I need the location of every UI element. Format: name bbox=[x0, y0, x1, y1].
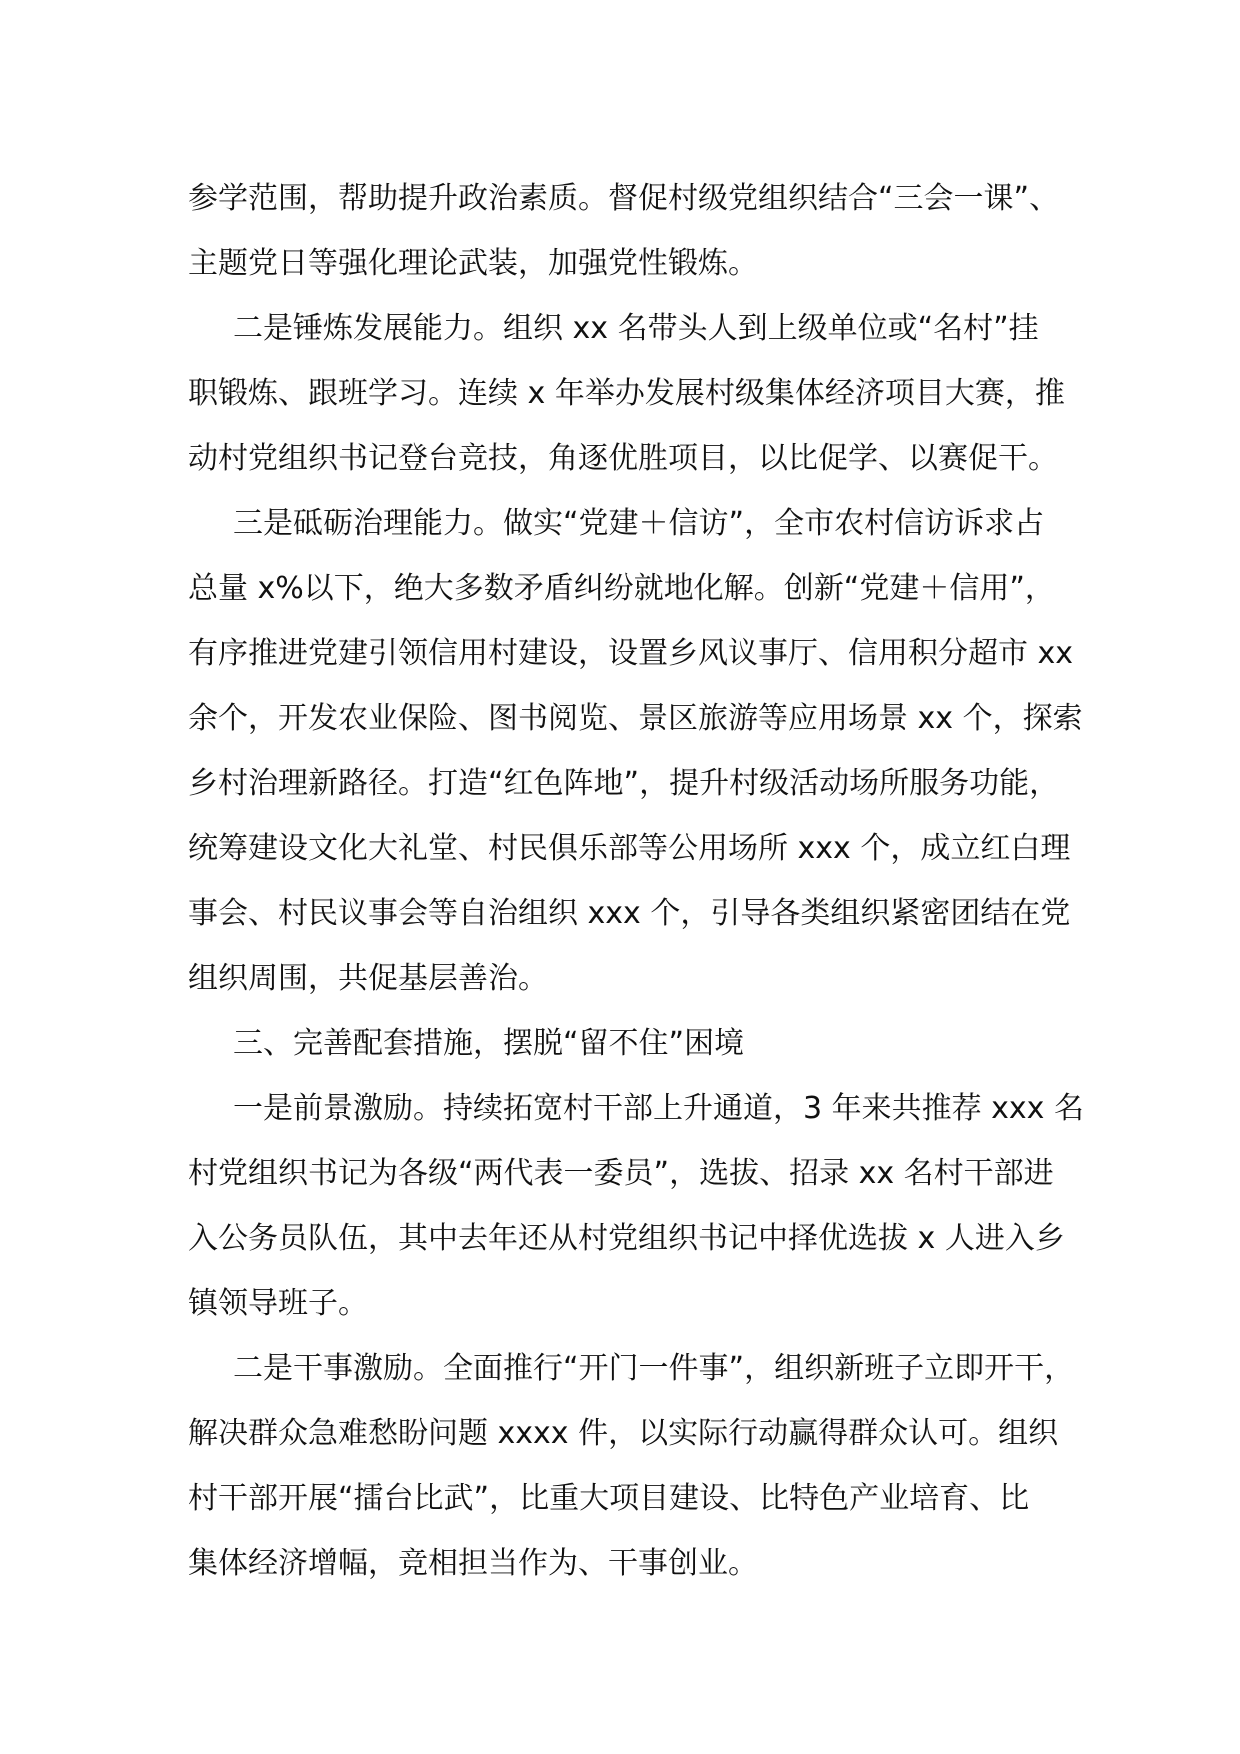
body-text bbox=[188, 166, 1088, 1596]
text-line: 有序推进党建引领信用村建设，设置乡风议事厅、信用积分超市 xx bbox=[188, 636, 1074, 671]
text-line: 二是干事激励。全面推行“开门一件事”，组织新班子立即开干， bbox=[233, 1351, 1075, 1386]
text-line: 职锻炼、跟班学习。连续 x 年举办发展村级集体经济项目大赛，推 bbox=[188, 376, 1065, 411]
text-line: 三、完善配套措施，摆脱“留不住”困境 bbox=[233, 1026, 745, 1061]
text-line: 集体经济增幅，竞相担当作为、干事创业。 bbox=[188, 1546, 758, 1581]
text-line: 村党组织书记为各级“两代表一委员”，选拔、招录 xx 名村干部进 bbox=[188, 1156, 1054, 1191]
text-line: 余个，开发农业保险、图书阅览、景区旅游等应用场景 xx 个，探索 bbox=[188, 701, 1083, 736]
text-line: 解决群众急难愁盼问题 xxxx 件，以实际行动赢得群众认可。组织 bbox=[188, 1416, 1059, 1451]
text-line: 乡村治理新路径。打造“红色阵地”，提升村级活动场所服务功能， bbox=[188, 766, 1060, 801]
text-line: 事会、村民议事会等自治组织 xxx 个，引导各类组织紧密团结在党 bbox=[188, 896, 1071, 931]
text-line: 组织周围，共促基层善治。 bbox=[188, 961, 548, 996]
text-line: 入公务员队伍，其中去年还从村党组织书记中择优选拔 x 人进入乡 bbox=[188, 1221, 1065, 1256]
text-line: 主题党日等强化理论武装，加强党性锻炼。 bbox=[188, 246, 758, 281]
text-line: 动村党组织书记登台竞技，角逐优胜项目，以比促学、以赛促干。 bbox=[188, 441, 1058, 476]
text-line: 镇领导班子。 bbox=[188, 1286, 368, 1321]
text-line: 统筹建设文化大礼堂、村民俱乐部等公用场所 xxx 个，成立红白理 bbox=[188, 831, 1071, 866]
text-line: 一是前景激励。持续拓宽村干部上升通道，3 年来共推荐 xxx 名 bbox=[233, 1091, 1084, 1126]
text-line: 二是锤炼发展能力。组织 xx 名带头人到上级单位或“名村”挂 bbox=[233, 311, 1039, 346]
text-line: 村干部开展“擂台比武”，比重大项目建设、比特色产业培育、比 bbox=[188, 1481, 1030, 1516]
text-line: 三是砥砺治理能力。做实“党建＋信访”，全市农村信访诉求占 bbox=[233, 506, 1045, 541]
text-line: 总量 x%以下，绝大多数矛盾纠纷就地化解。创新“党建＋信用”， bbox=[188, 571, 1055, 606]
text-line: 参学范围，帮助提升政治素质。督促村级党组织结合“三会一课”、 bbox=[188, 181, 1060, 216]
